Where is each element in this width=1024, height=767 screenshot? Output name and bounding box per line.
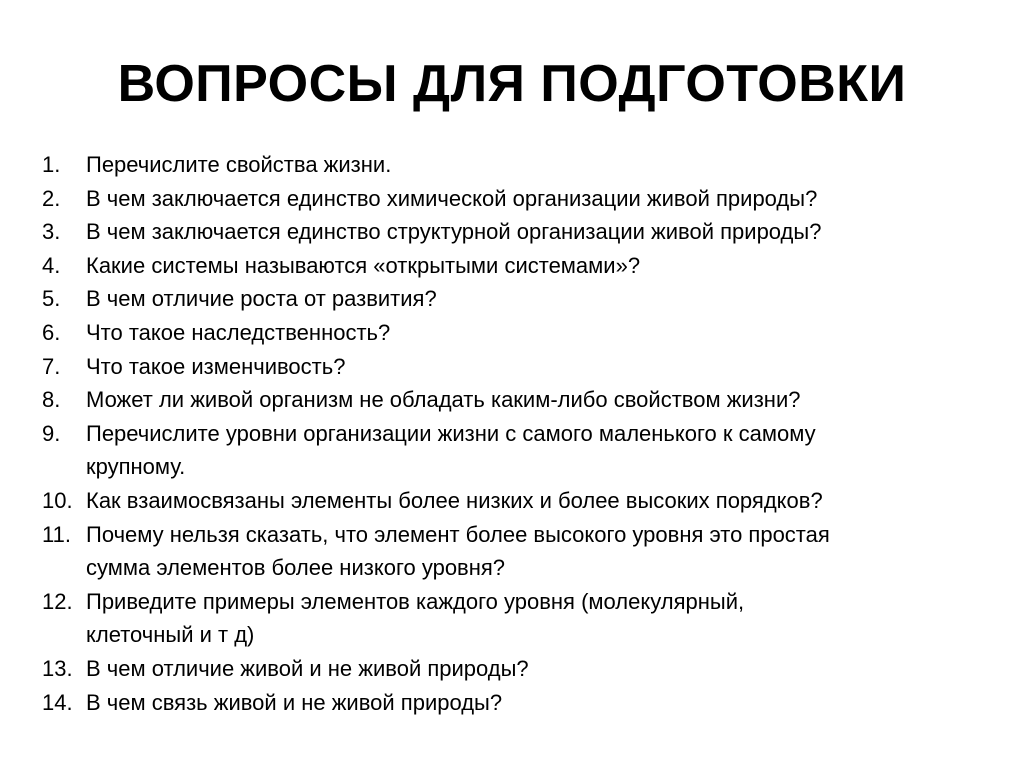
question-line: Перечислите уровни организации жизни с самого маленького к самому — [86, 420, 816, 446]
question-number: 9. — [42, 420, 61, 446]
question-number: 2. — [42, 185, 61, 211]
question-list — [42, 148, 992, 719]
slide-title: ВОПРОСЫ ДЛЯ ПОДГОТОВКИ — [117, 55, 907, 113]
question-line: В чем заключается единство структурной организации живой природы? — [86, 219, 822, 245]
question-number: 12. — [42, 588, 73, 614]
question-number: 13. — [42, 655, 73, 681]
question-text — [86, 148, 391, 182]
question-item — [42, 652, 992, 686]
question-text — [86, 484, 823, 518]
question-item — [42, 148, 992, 182]
question-item — [42, 249, 992, 283]
question-number: 14. — [42, 689, 73, 715]
question-line: В чем отличие роста от развития? — [86, 286, 437, 312]
question-number: 11. — [42, 521, 71, 547]
question-item — [42, 215, 992, 249]
question-text — [86, 652, 529, 686]
question-text — [86, 383, 800, 417]
question-line: Почему нельзя сказать, что элемент более высокого уровня это простая — [86, 521, 830, 547]
question-line: сумма элементов более низкого уровня? — [86, 555, 506, 581]
question-item — [42, 484, 992, 518]
question-line: В чем связь живой и не живой природы? — [86, 689, 503, 715]
question-line: крупному. — [86, 454, 186, 480]
question-text — [86, 215, 821, 249]
question-text — [86, 417, 816, 484]
question-item — [42, 182, 992, 216]
question-line: Может ли живой организм не обладать каким-либо свойством жизни? — [86, 387, 801, 413]
question-text — [86, 350, 345, 384]
question-number: 8. — [42, 387, 61, 413]
question-line: Что такое изменчивость? — [86, 353, 346, 379]
question-line: Как взаимосвязаны элементы более низких и более высоких порядков? — [86, 487, 823, 513]
question-number: 10. — [42, 487, 73, 513]
question-number: 6. — [42, 319, 61, 345]
question-text — [86, 686, 502, 720]
question-number: 7. — [42, 353, 61, 379]
question-line: Какие системы называются «открытыми системами»? — [86, 252, 641, 278]
question-item — [42, 417, 992, 484]
question-item — [42, 383, 992, 417]
question-line: В чем отличие живой и не живой природы? — [86, 655, 529, 681]
question-text — [86, 282, 437, 316]
question-number: 5. — [42, 286, 61, 312]
question-line: Приведите примеры элементов каждого уровня (молекулярный, — [86, 588, 745, 614]
question-line: В чем заключается единство химической организации живой природы? — [86, 185, 818, 211]
question-line: Перечислите свойства жизни. — [86, 152, 392, 177]
question-text — [86, 182, 817, 216]
question-text — [86, 316, 390, 350]
question-line: клеточный и т д) — [86, 622, 255, 648]
question-item — [42, 316, 992, 350]
question-line: Что такое наследственность? — [86, 319, 391, 345]
question-number: 4. — [42, 252, 61, 278]
question-item — [42, 518, 992, 585]
question-text — [86, 585, 744, 652]
question-item — [42, 350, 992, 384]
question-text — [86, 518, 830, 585]
question-text — [86, 249, 640, 283]
question-item — [42, 282, 992, 316]
question-item — [42, 585, 992, 652]
question-number: 1. — [42, 152, 61, 177]
question-item — [42, 686, 992, 720]
question-number: 3. — [42, 219, 61, 245]
